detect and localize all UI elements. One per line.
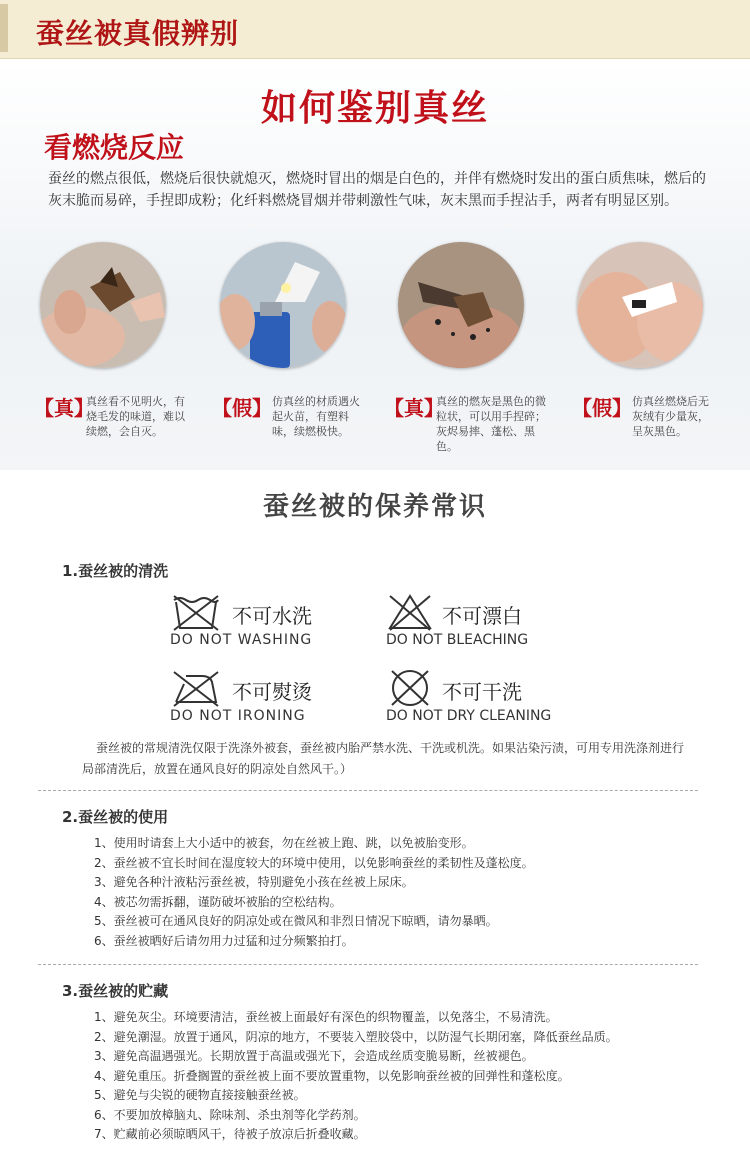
result-tag: 【真】 bbox=[384, 396, 444, 420]
fake-silk-ash-photo bbox=[577, 242, 703, 368]
result-desc: 真丝的燃灰是黑色的微粒状，可以用手捏碎；灰烬易摔、蓬松、黑色。 bbox=[436, 395, 546, 453]
result-desc: 仿真丝燃烧后无灰绒有少量灰，呈灰黑色。 bbox=[632, 395, 709, 438]
burning-fake-silk-photo bbox=[220, 242, 346, 368]
storage-heading: 3.蚕丝被的贮藏 bbox=[62, 982, 169, 1000]
no-bleaching-cn: 不可漂白 bbox=[442, 604, 522, 628]
no-bleaching-en: DO NOT BLEACHING bbox=[386, 632, 529, 648]
storage-list bbox=[94, 1008, 704, 1145]
divider bbox=[38, 790, 698, 791]
no-ironing-en: DO NOT IRONING bbox=[170, 708, 306, 724]
identify-subtitle: 看燃烧反应 bbox=[44, 131, 185, 164]
no-washing-en: DO NOT WASHING bbox=[170, 632, 313, 648]
usage-list bbox=[94, 834, 704, 951]
real-silk-ash-photo bbox=[398, 242, 524, 368]
usage-heading: 2.蚕丝被的使用 bbox=[62, 808, 169, 826]
list-item: 4、被芯勿需拆翻，谨防破坏被胎的空松结构。 bbox=[94, 894, 342, 909]
list-item: 3、避免高温遇强光。长期放置于高温或强光下，会造成丝质变脆易断，丝被褪色。 bbox=[94, 1049, 534, 1063]
result-desc: 真丝看不见明火，有烧毛发的味道，难以续燃，会自灭。 bbox=[86, 395, 185, 438]
result-tag: 【假】 bbox=[212, 396, 272, 420]
no-dry-cleaning-cn: 不可干洗 bbox=[442, 680, 522, 704]
no-ironing-cn: 不可熨烫 bbox=[232, 680, 312, 704]
identify-intro: 蚕丝的燃点很低，燃烧后很快就熄灭，燃烧时冒出的烟是白色的，并伴有燃烧时发出的蛋白质焦味，燃后的灰末脆而易碎，手捏即成粉；化纤料燃烧冒烟并带刺激性气味，灰末黑而手捏沾手，两者有明显区别。 bbox=[48, 171, 706, 209]
list-item: 3、避免各种汁液粘污蚕丝被，特别避免小孩在丝被上尿床。 bbox=[94, 875, 414, 889]
washing-note: 蚕丝被的常规清洗仅限于洗涤外被套，蚕丝被内胎严禁水洗、干洗或机洗。如果沾染污渍，可用专用洗涤剂进行局部清洗后，放置在通风良好的阴凉处自然风干。） bbox=[82, 741, 685, 776]
no-ironing-item bbox=[170, 668, 340, 728]
page-title: 蚕丝被真假辨别 bbox=[36, 17, 240, 50]
no-dry-cleaning-item bbox=[386, 668, 556, 728]
no-bleaching-item bbox=[386, 592, 556, 652]
list-item: 4、避免重压。折叠搁置的蚕丝被上面不要放置重物，以免影响蚕丝被的回弹性和蓬松度。 bbox=[94, 1068, 570, 1083]
list-item: 7、贮藏前必须晾晒风干，待被子放凉后折叠收藏。 bbox=[94, 1127, 366, 1141]
header-bar bbox=[0, 0, 750, 59]
burning-real-silk-photo bbox=[40, 242, 166, 368]
care-section bbox=[0, 472, 750, 1154]
care-title: 蚕丝被的保养常识 bbox=[262, 492, 487, 522]
result-tag: 【真】 bbox=[34, 396, 94, 420]
list-item: 2、蚕丝被不宜长时间在湿度较大的环境中使用，以免影响蚕丝的柔韧性及蓬松度。 bbox=[94, 855, 534, 870]
list-item: 1、避免灰尘。环境要清洁，蚕丝被上面最好有深色的织物覆盖，以免落尘，不易清洗。 bbox=[94, 1010, 558, 1024]
identify-section bbox=[0, 60, 750, 470]
list-item: 6、不要加放樟脑丸、除味剂、杀虫剂等化学药剂。 bbox=[94, 1107, 366, 1122]
no-washing-item bbox=[170, 592, 340, 652]
list-item: 2、避免潮湿。放置于通风，阴凉的地方，不要装入塑胶袋中，以防湿气长期闭塞，降低蚕丝品质。 bbox=[94, 1029, 618, 1044]
result-desc: 仿真丝的材质遇火起火苗，有塑料味，续燃极快。 bbox=[272, 395, 360, 438]
list-item: 1、使用时请套上大小适中的被套，勿在丝被上跑、跳，以免被胎变形。 bbox=[94, 836, 474, 850]
list-item: 6、蚕丝被晒好后请勿用力过猛和过分频繁拍打。 bbox=[94, 933, 354, 948]
list-item: 5、避免与尖锐的硬物直接接触蚕丝被。 bbox=[94, 1088, 306, 1102]
identify-title: 如何鉴别真丝 bbox=[260, 88, 489, 129]
no-dry-cleaning-en: DO NOT DRY CLEANING bbox=[386, 708, 552, 724]
list-item: 5、蚕丝被可在通风良好的阴凉处或在微风和非烈日情况下晾晒，请勿暴晒。 bbox=[94, 914, 498, 928]
no-washing-cn: 不可水洗 bbox=[232, 604, 312, 628]
header-accent bbox=[0, 4, 8, 52]
no-dry-cleaning-icon bbox=[386, 668, 434, 708]
no-washing-icon bbox=[170, 592, 222, 632]
no-ironing-icon bbox=[170, 668, 222, 708]
divider bbox=[38, 964, 698, 965]
no-bleaching-icon bbox=[386, 592, 434, 632]
result-tag: 【假】 bbox=[572, 396, 632, 420]
washing-heading: 1.蚕丝被的清洗 bbox=[62, 562, 169, 580]
